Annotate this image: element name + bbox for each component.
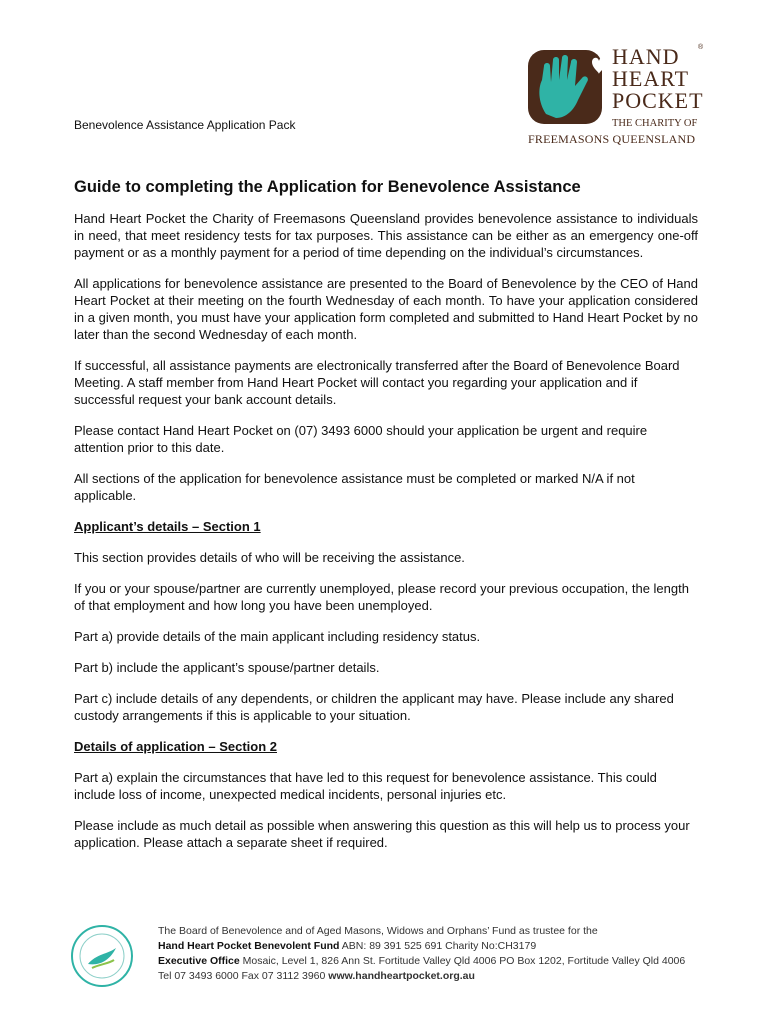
hand-heart-logo-icon: [526, 44, 608, 128]
section-1-paragraph: If you or your spouse/partner are currently unemployed, please record your previous occupation, the length of that employment and how long you have been unemployed.: [74, 581, 689, 613]
logo-word-heart: HEART: [612, 66, 690, 91]
logo-subtitle-charity: THE CHARITY OF: [612, 118, 698, 129]
footer-trustee-line: The Board of Benevolence and of Aged Masons, Widows and Orphans’ Fund as trustee for the: [158, 925, 598, 937]
page-title: Guide to completing the Application for Benevolence Assistance: [74, 178, 581, 196]
website-link[interactable]: www.handheartpocket.org.au: [328, 970, 475, 982]
intro-paragraph: All applications for benevolence assistance are presented to the Board of Benevolence by the CEO of Hand Heart Pocket at their meeting on the fourth Wednesday of each month. To have your application considered in a given month, you must have your application form completed and submitted to Hand Heart Pocket by no later than the second Wednesday of each month.: [74, 276, 698, 342]
intro-paragraph: Hand Heart Pocket the Charity of Freemasons Queensland provides benevolence assistance to individuals in need, that meet residency tests for tax purposes. This assistance can be either as an emergency one-off payment or as a monthly payment for a period of time depending on the individual’s circumstances.: [74, 211, 698, 260]
intro-paragraph: If successful, all assistance payments are electronically transferred after the Board of Benevolence Board Meeting. A staff member from Hand Heart Pocket will contact you regarding your application and if successful request your bank account details.: [74, 358, 680, 407]
section-1-paragraph: Part b) include the applicant’s spouse/partner details.: [74, 660, 380, 675]
logo-subtitle-freemasons: FREEMASONS QUEENSLAND: [528, 132, 696, 146]
intro-paragraph: All sections of the application for benevolence assistance must be completed or marked N/A if not applicable.: [74, 471, 635, 503]
section-1-paragraph: Part a) provide details of the main applicant including residency status.: [74, 629, 481, 644]
logo-word-hand: HAND: [612, 44, 680, 69]
section-2-paragraph: Part a) explain the circumstances that have led to this request for benevolence assistance. This could include loss of income, unexpected medical incidents, personal injuries etc.: [74, 770, 657, 802]
registered-charity-badge-icon: [70, 924, 134, 988]
intro-paragraph: Please contact Hand Heart Pocket on (07) 3493 6000 should your application be urgent and require attention prior to this date.: [74, 423, 648, 455]
registered-mark: ®: [698, 44, 704, 51]
section-1-paragraph: This section provides details of who will be receiving the assistance.: [74, 550, 465, 565]
page-footer: [70, 918, 710, 988]
section-2-heading: Details of application – Section 2: [74, 739, 277, 754]
section-1-heading: Applicant’s details – Section 1: [74, 519, 261, 534]
document-body: [74, 178, 698, 865]
footer-contact-block: [158, 924, 685, 984]
footer-office-line: Executive Office Mosaic, Level 1, 826 Ann St. Fortitude Valley Qld 4006 PO Box 1202, Fortitude Valley Qld 4006: [158, 955, 686, 967]
section-1-paragraph: Part c) include details of any dependents, or children the applicant may have. Please include any shared custody arrangements if this is applicable to your situation.: [74, 691, 674, 723]
section-2-paragraph: Please include as much detail as possible when answering this question as this will help us to process your application. Please attach a separate sheet if required.: [74, 818, 690, 850]
footer-phone-line: Tel 07 3493 6000 Fax 07 3112 3960 www.handheartpocket.org.au: [158, 970, 475, 982]
document-header-label: Benevolence Assistance Application Pack: [74, 118, 296, 132]
footer-fund-line: Hand Heart Pocket Benevolent Fund ABN: 89 391 525 691 Charity No:CH3179: [158, 940, 537, 952]
hand-heart-pocket-logo: [526, 44, 706, 148]
logo-word-pocket: POCKET: [612, 88, 704, 113]
